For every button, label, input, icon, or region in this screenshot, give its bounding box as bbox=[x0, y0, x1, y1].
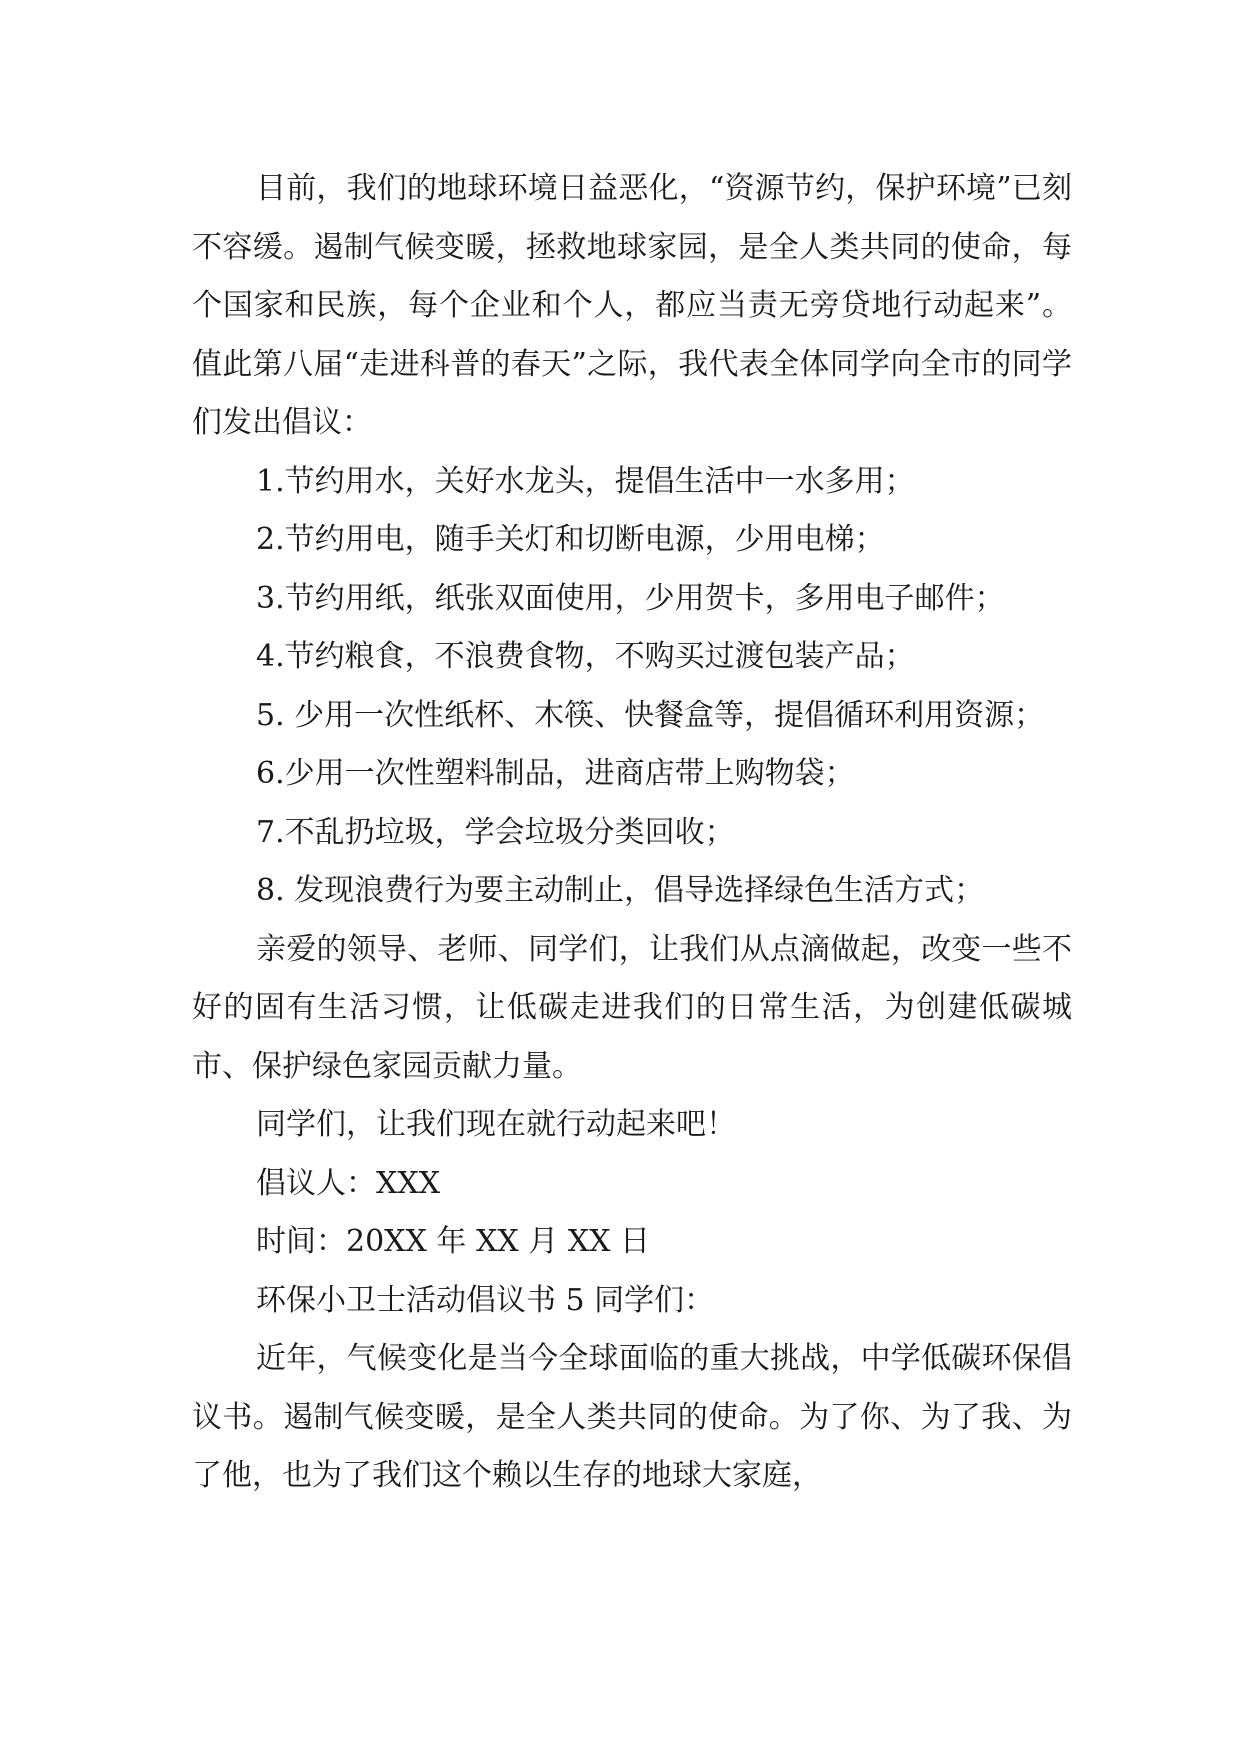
list-item-water: 1.节约用水，关好水龙头，提倡生活中一水多用； bbox=[256, 463, 915, 499]
list-item-paper: 3.节约用纸，纸张双面使用，少用贺卡，多用电子邮件； bbox=[256, 580, 1005, 616]
paragraph-call-to-action: 同学们，让我们现在就行动起来吧！ bbox=[256, 1107, 736, 1142]
document-body bbox=[192, 160, 1072, 1506]
list-item-garbage: 7.不乱扔垃圾，学会垃圾分类回收； bbox=[256, 814, 735, 850]
section-heading: 环保小卫士活动倡议书 5 同学们： bbox=[256, 1282, 715, 1318]
paragraph-continuation: 近年，气候变化是当今全球面临的重大挑战，中学低碳环保倡议书。遏制气候变暖，是全人类共同的使命。为了你、为了我、为了他，也为了我们这个赖以生存的地球大家庭， bbox=[192, 1341, 1072, 1493]
signature-initiator: 倡议人：XXX bbox=[256, 1165, 441, 1201]
paragraph-appeal: 亲爱的领导、老师、同学们，让我们从点滴做起，改变一些不好的固有生活习惯，让低碳走进我们的日常生活，为创建低碳城市、保护绿色家园贡献力量。 bbox=[192, 931, 1072, 1084]
paragraph-intro: 目前，我们的地球环境日益恶化，“资源节约，保护环境”已刻不容缓。遏制气候变暖，拯救地球家园，是全人类共同的使命，每个国家和民族，每个企业和个人，都应当责无旁贷地行动起来”。值此第八届“走进科普的春天”之际，我代表全体同学向全市的同学们发出倡议： bbox=[192, 171, 1072, 440]
list-item-electricity: 2.节约用电，随手关灯和切断电源，少用电梯； bbox=[256, 522, 885, 557]
signature-date: 时间：20XX 年 XX 月 XX 日 bbox=[256, 1224, 650, 1259]
list-item-food: 4.节约粮食，不浪费食物，不购买过渡包装产品； bbox=[256, 639, 915, 674]
list-item-disposables: 5. 少用一次性纸杯、木筷、快餐盒等，提倡循环利用资源； bbox=[256, 697, 1045, 733]
list-item-green-lifestyle: 8. 发现浪费行为要主动制止，倡导选择绿色生活方式； bbox=[256, 873, 985, 908]
list-item-plastic: 6.少用一次性塑料制品，进商店带上购物袋； bbox=[256, 756, 855, 791]
